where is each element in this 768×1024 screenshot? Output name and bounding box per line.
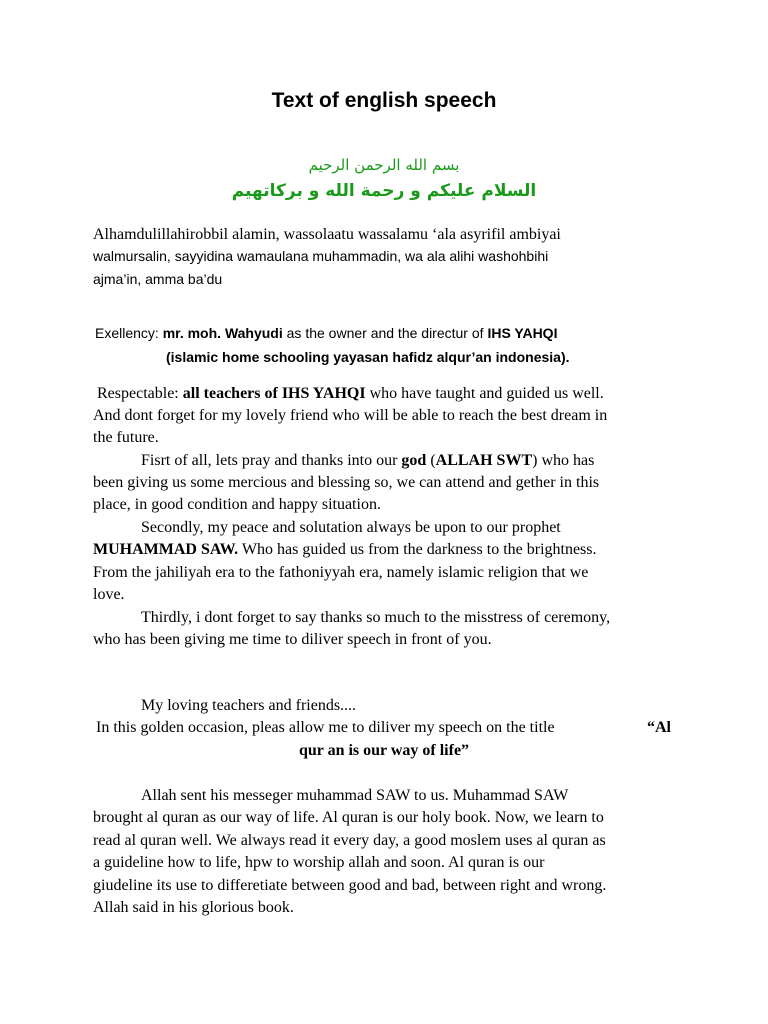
excellency-middle: as the owner and the directur of bbox=[286, 325, 484, 341]
opening-line-2: walmursalin, sayyidina wamaulana muhammadin, wa ala alihi washohbihi bbox=[93, 248, 549, 264]
excellency-label: Exellency: bbox=[95, 325, 159, 341]
first-pre: Fisrt of all, lets pray and thanks into our bbox=[141, 452, 398, 469]
excellency-line bbox=[95, 325, 557, 341]
respect-rest: who have taught and guided us well. bbox=[369, 385, 604, 402]
speech-title-part-1: “Al bbox=[647, 719, 671, 736]
second-line-3: From the jahiliyah era to the fathoniyyah era, namely islamic religion that we bbox=[93, 564, 589, 581]
basmala-line: بسم الله الرحمن الرحيم bbox=[308, 156, 460, 174]
respect-line-1 bbox=[97, 385, 604, 403]
second-rest: Who has guided us from the darkness to the brightness. bbox=[241, 541, 597, 558]
body-line-2: brought al quran as our way of life. Al quran is our holy book. Now, we learn to bbox=[93, 809, 604, 826]
respect-line-3: the future. bbox=[93, 429, 159, 446]
excellency-subline: (islamic home schooling yayasan hafidz alqur’an indonesia). bbox=[166, 349, 570, 365]
respect-bold: all teachers of IHS YAHQI bbox=[182, 385, 366, 402]
respect-line-2: And dont forget for my lovely friend who will be able to reach the best dream in bbox=[93, 407, 608, 424]
body-line-5: giudeline its use to differetiate between good and bad, between right and wrong. bbox=[93, 877, 607, 894]
second-line-1: Secondly, my peace and solutation always be upon to our prophet bbox=[141, 519, 561, 536]
body-line-3: read al quran well. We always read it every day, a good moslem uses al quran as bbox=[93, 832, 606, 849]
body-line-4: a guideline how to life, hpw to worship allah and soon. Al quran is our bbox=[93, 854, 545, 871]
first-god: god bbox=[401, 452, 427, 469]
second-line-4: love. bbox=[93, 586, 125, 603]
second-line-2 bbox=[93, 541, 597, 559]
third-line-2: who has been giving me time to diliver speech in front of you. bbox=[93, 631, 492, 648]
body-line-6: Allah said in his glorious book. bbox=[93, 899, 294, 916]
respect-label: Respectable: bbox=[97, 385, 179, 402]
first-line-2: been giving us some mercious and blessing so, we can attend and gether in this bbox=[93, 474, 600, 491]
salam-line: السلام عليكم و رحمة الله و بركاتهيم bbox=[231, 181, 537, 201]
first-line-1 bbox=[141, 452, 594, 470]
document-title: Text of english speech bbox=[271, 89, 497, 112]
first-post: ) who has bbox=[532, 452, 595, 469]
excellency-name: mr. moh. Wahyudi bbox=[162, 325, 283, 341]
opening-line-1: Alhamdulillahirobbil alamin, wassolaatu wassalamu ‘ala asyrifil ambiyai bbox=[93, 226, 561, 243]
third-line-1: Thirdly, i dont forget to say thanks so much to the misstress of ceremony, bbox=[141, 609, 611, 626]
body-line-1: Allah sent his messeger muhammad SAW to us. Muhammad SAW bbox=[141, 787, 569, 804]
first-open-paren: ( bbox=[430, 452, 436, 469]
first-line-3: place, in good condition and happy situation. bbox=[93, 496, 381, 513]
first-allah: ALLAH SWT bbox=[435, 452, 533, 469]
greeting-line: My loving teachers and friends.... bbox=[141, 697, 357, 714]
excellency-org: IHS YAHQI bbox=[487, 325, 558, 341]
occasion-line-1: In this golden occasion, pleas allow me to diliver my speech on the title bbox=[96, 719, 555, 736]
speech-title-part-2: qur an is our way of life” bbox=[298, 742, 470, 759]
opening-line-3: ajma’in, amma ba’du bbox=[93, 271, 223, 287]
second-bold: MUHAMMAD SAW. bbox=[93, 541, 239, 558]
